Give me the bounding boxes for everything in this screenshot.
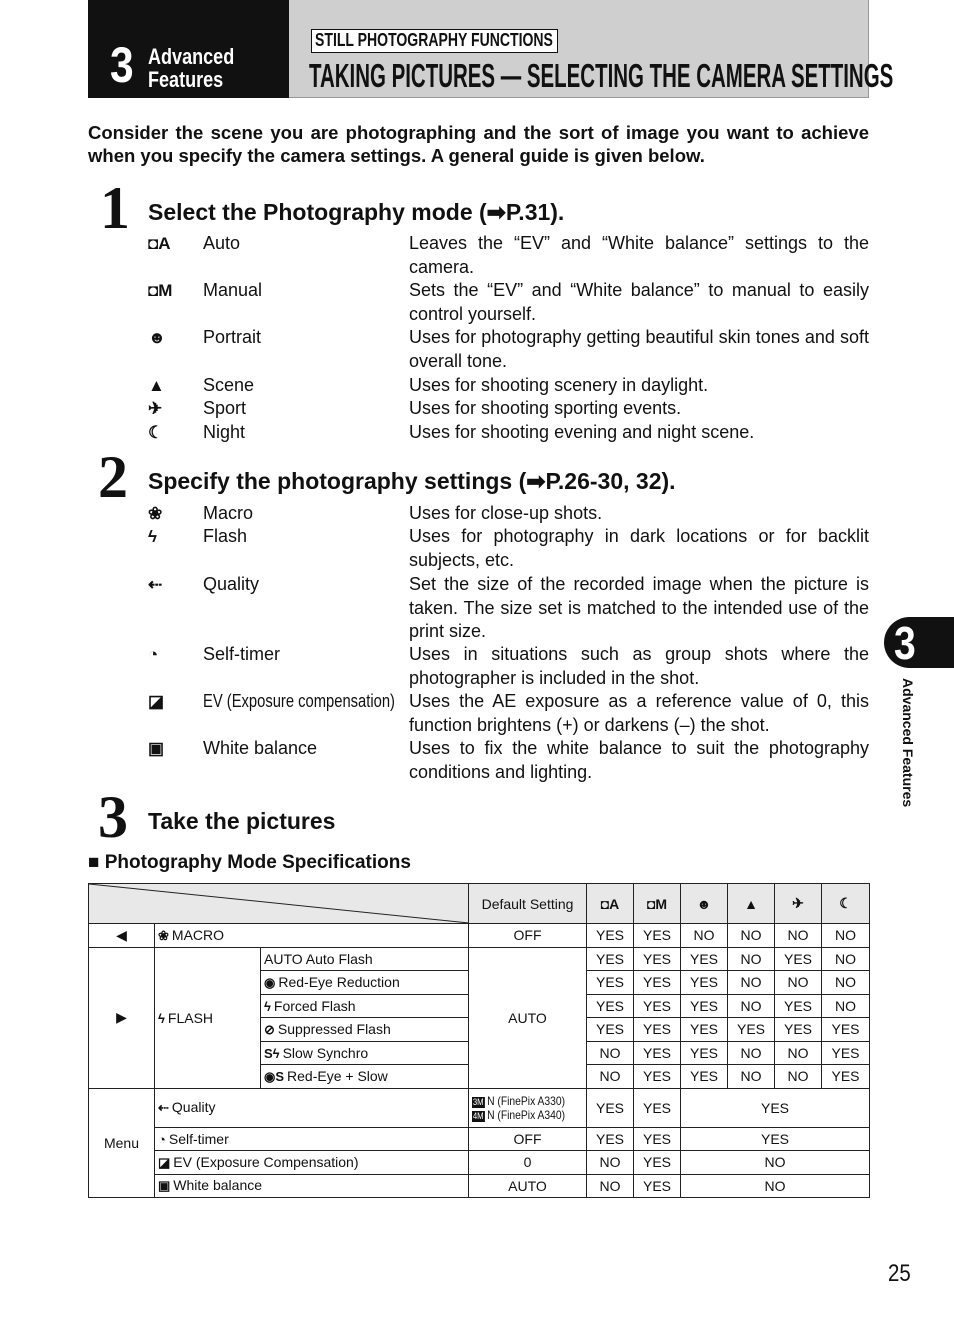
menu-label: Menu bbox=[89, 1088, 155, 1198]
header-default-setting: Default Setting bbox=[469, 884, 587, 924]
spec-heading: ■ Photography Mode Specifications bbox=[88, 852, 411, 873]
header-manual-icon: ◘M bbox=[634, 884, 681, 924]
page-number: 25 bbox=[888, 1260, 911, 1287]
flash-label-cell: ϟ FLASH bbox=[155, 947, 261, 1088]
header-auto-icon: ◘A bbox=[587, 884, 634, 924]
table-row-self-timer: ◔ Self-timer OFF YES YES YES bbox=[89, 1127, 870, 1151]
step-1-number: 1 bbox=[100, 175, 130, 241]
flash-icon: ϟ bbox=[264, 998, 271, 1014]
mode-spec-table bbox=[88, 883, 870, 1198]
step-2-number: 2 bbox=[98, 444, 128, 510]
diagonal-line bbox=[89, 884, 469, 923]
flash-mode-red-eye-slow: ◉S Red-Eye + Slow bbox=[261, 1065, 469, 1089]
macro-flower-icon: ❀ bbox=[148, 504, 163, 523]
step-1-title: Select the Photography mode (➡P.31). bbox=[148, 199, 565, 225]
table-row-flash-slow-synchro: Sϟ Slow Synchro NO YES YES NO NO YES bbox=[89, 1041, 870, 1065]
self-timer-label-cell: ◔ Self-timer bbox=[155, 1127, 469, 1151]
flash-mode-slow-synchro: Sϟ Slow Synchro bbox=[261, 1041, 469, 1065]
table-row-flash-suppressed: ⊘ Suppressed Flash YES YES YES YES YES YES bbox=[89, 1018, 870, 1042]
chapter-number: 3 bbox=[110, 37, 134, 93]
quality-icon: ⇠ bbox=[148, 575, 163, 594]
flash-mode-auto: AUTO Auto Flash bbox=[261, 947, 469, 971]
ev-icon: ◪ bbox=[158, 1154, 171, 1170]
table-row-macro: ◀ ❀ MACRO OFF YES YES NO NO NO NO bbox=[89, 924, 870, 948]
step-2-title: Specify the photography settings (➡P.26-30, 32). bbox=[148, 468, 676, 494]
left-arrow-icon: ◀ bbox=[89, 924, 155, 948]
4m-badge-icon: 4M bbox=[472, 1110, 484, 1121]
white-balance-icon: ▣ bbox=[158, 1178, 171, 1194]
table-row-flash-forced: ϟ Forced Flash YES YES YES NO YES NO bbox=[89, 994, 870, 1018]
flash-default: AUTO bbox=[469, 947, 587, 1088]
sport-icon: ✈ bbox=[148, 399, 163, 418]
flash-icon: ϟ bbox=[158, 1010, 165, 1026]
manual-mode-icon: ◘M bbox=[148, 281, 173, 300]
chapter-title bbox=[148, 45, 234, 91]
quality-default: 3M N (FinePix A330) 4M N (FinePix A340) bbox=[469, 1088, 587, 1127]
step-3-number: 3 bbox=[98, 784, 128, 850]
table-row-flash-red-eye: ◉ Red-Eye Reduction YES YES YES NO NO NO bbox=[89, 971, 870, 995]
ev-icon: ◪ bbox=[148, 692, 165, 711]
self-timer-icon: ◔ bbox=[148, 645, 159, 664]
macro-flower-icon: ❀ bbox=[158, 927, 169, 943]
mountain-icon: ▲ bbox=[148, 376, 165, 395]
chapter-title-line1: Advanced bbox=[148, 44, 235, 69]
ev-label-cell: ◪ EV (Exposure Compensation) bbox=[155, 1151, 469, 1175]
slow-synchro-icon: Sϟ bbox=[264, 1045, 280, 1061]
header-moon-icon: ☾ bbox=[822, 884, 870, 924]
portrait-icon: ☻ bbox=[148, 328, 166, 347]
flash-mode-forced: ϟ Forced Flash bbox=[261, 994, 469, 1018]
header-mountain-icon: ▲ bbox=[728, 884, 775, 924]
self-timer-icon: ◔ bbox=[158, 1131, 166, 1147]
table-row-quality: Menu ⇠ Quality 3M N (FinePix A330) 4M N (FinePix A340) YES YES YES bbox=[89, 1088, 870, 1127]
red-eye-icon: ◉ bbox=[264, 974, 276, 990]
quality-icon: ⇠ bbox=[158, 1100, 169, 1115]
table-row-flash-red-eye-slow: ◉S Red-Eye + Slow NO YES YES NO NO YES bbox=[89, 1065, 870, 1089]
header-diagonal-cell bbox=[89, 884, 469, 924]
flash-icon: ϟ bbox=[148, 527, 157, 546]
section-label: STILL PHOTOGRAPHY FUNCTIONS bbox=[311, 29, 558, 53]
no-flash-icon: ⊘ bbox=[264, 1021, 275, 1037]
table-row-ev: ◪ EV (Exposure Compensation) 0 NO YES NO bbox=[89, 1151, 870, 1175]
auto-mode-icon: ◘A bbox=[148, 234, 171, 253]
chapter-title-line2: Features bbox=[148, 67, 224, 92]
step-3-title: Take the pictures bbox=[148, 808, 336, 834]
intro-paragraph: Consider the scene you are photographing and the sort of image you want to achieve when you specify the camera settings. A general guide is given below. bbox=[88, 122, 869, 166]
header-sport-icon: ✈ bbox=[775, 884, 822, 924]
quality-label-cell: ⇠ Quality bbox=[155, 1088, 469, 1127]
right-arrow-icon: ▶ bbox=[89, 947, 155, 1088]
moon-icon: ☾ bbox=[148, 423, 164, 442]
flash-mode-red-eye: ◉ Red-Eye Reduction bbox=[261, 971, 469, 995]
3m-badge-icon: 3M bbox=[472, 1096, 484, 1107]
side-tab-number: 3 bbox=[894, 617, 916, 669]
red-eye-slow-icon: ◉S bbox=[264, 1068, 285, 1084]
flash-mode-suppressed: ⊘ Suppressed Flash bbox=[261, 1018, 469, 1042]
white-balance-icon: ▣ bbox=[148, 739, 165, 758]
macro-label-cell: ❀ MACRO bbox=[155, 924, 469, 948]
page-title: TAKING PICTURES — SELECTING THE CAMERA SETTINGS bbox=[309, 57, 894, 94]
header-portrait-icon: ☻ bbox=[681, 884, 728, 924]
white-balance-label-cell: ▣ White balance bbox=[155, 1174, 469, 1198]
table-row-white-balance: ▣ White balance AUTO NO YES NO bbox=[89, 1174, 870, 1198]
side-tab-label: Advanced Features bbox=[900, 678, 916, 808]
table-row-flash-auto: ▶ ϟ FLASH AUTO Auto Flash AUTO YES YES YES NO YES NO bbox=[89, 947, 870, 971]
table-header-row bbox=[89, 884, 870, 924]
